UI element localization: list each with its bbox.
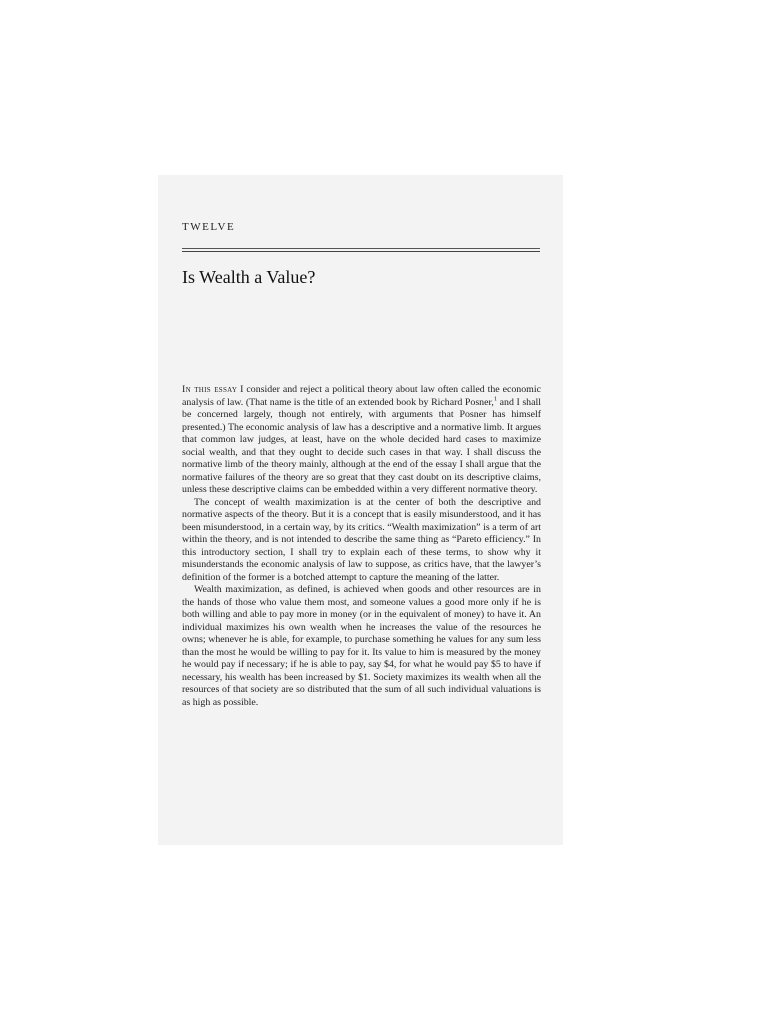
chapter-body <box>182 384 541 709</box>
paragraph-text: I consider and reject a political theory about law often called the economic analysis of law. (That name is the title of an extended book by Richard Posner, <box>182 384 541 408</box>
chapter-label: TWELVE <box>182 221 236 233</box>
paragraph-1 <box>182 384 541 497</box>
paragraph-text: and I shall be concerned largely, though not entirely, with arguments that Posner has himself presented.) The economic analysis of law has a descriptive and a normative limb. It argues that common law judges, at least, have on the whole decided hard cases to maximize social wealth, and that they ought to decide such cases in that way. I shall discuss the normative limb of the theory mainly, although at the end of the essay I shall argue that the normative failures of the theory are so great that they cast doubt on its descriptive claims, unless these descriptive claims can be embedded within a very different normative theory. <box>182 396 541 495</box>
paragraph-3: Wealth maximization, as defined, is achieved when goods and other resources are in the hands of those who value them most, and someone values a good more only if he is both willing and able to pay more in money (or in the equivalent of money) to have it. An individual maximizes his own wealth when he increases the value of the resources he owns; whenever he is able, for example, to purchase something he values for any sum less than the most he would be willing to pay for it. Its value to him is measured by the money he would pay if necessary; if he is able to pay, say $4, for what he would pay $5 to have if necessary, his wealth has been increased by $1. Society maximizes its wealth when all the resources of that society are so distributed that the sum of all such individual valuations is as high as possible. <box>182 584 541 708</box>
header-rule-bottom <box>182 251 540 252</box>
footnote-marker: 1 <box>493 395 498 403</box>
paragraph-2: The concept of wealth maximization is at the center of both the descriptive and normative aspects of the theory. But it is a concept that is easily misunderstood, and it has been misunderstood, in a certain way, by its critics. “Wealth maximization” is a term of art within the theory, and is not intended to describe the same thing as “Pareto efficiency.” In this introductory section, I shall try to explain each of these terms, to show why it misunderstands the economic analysis of law to suppose, as critics have, that the lawyer’s definition of the former is a botched attempt to capture the meaning of the latter. <box>182 496 541 583</box>
header-rule-top <box>182 248 540 249</box>
paragraph-lead: In this essay <box>182 384 238 395</box>
chapter-title: Is Wealth a Value? <box>182 267 316 287</box>
